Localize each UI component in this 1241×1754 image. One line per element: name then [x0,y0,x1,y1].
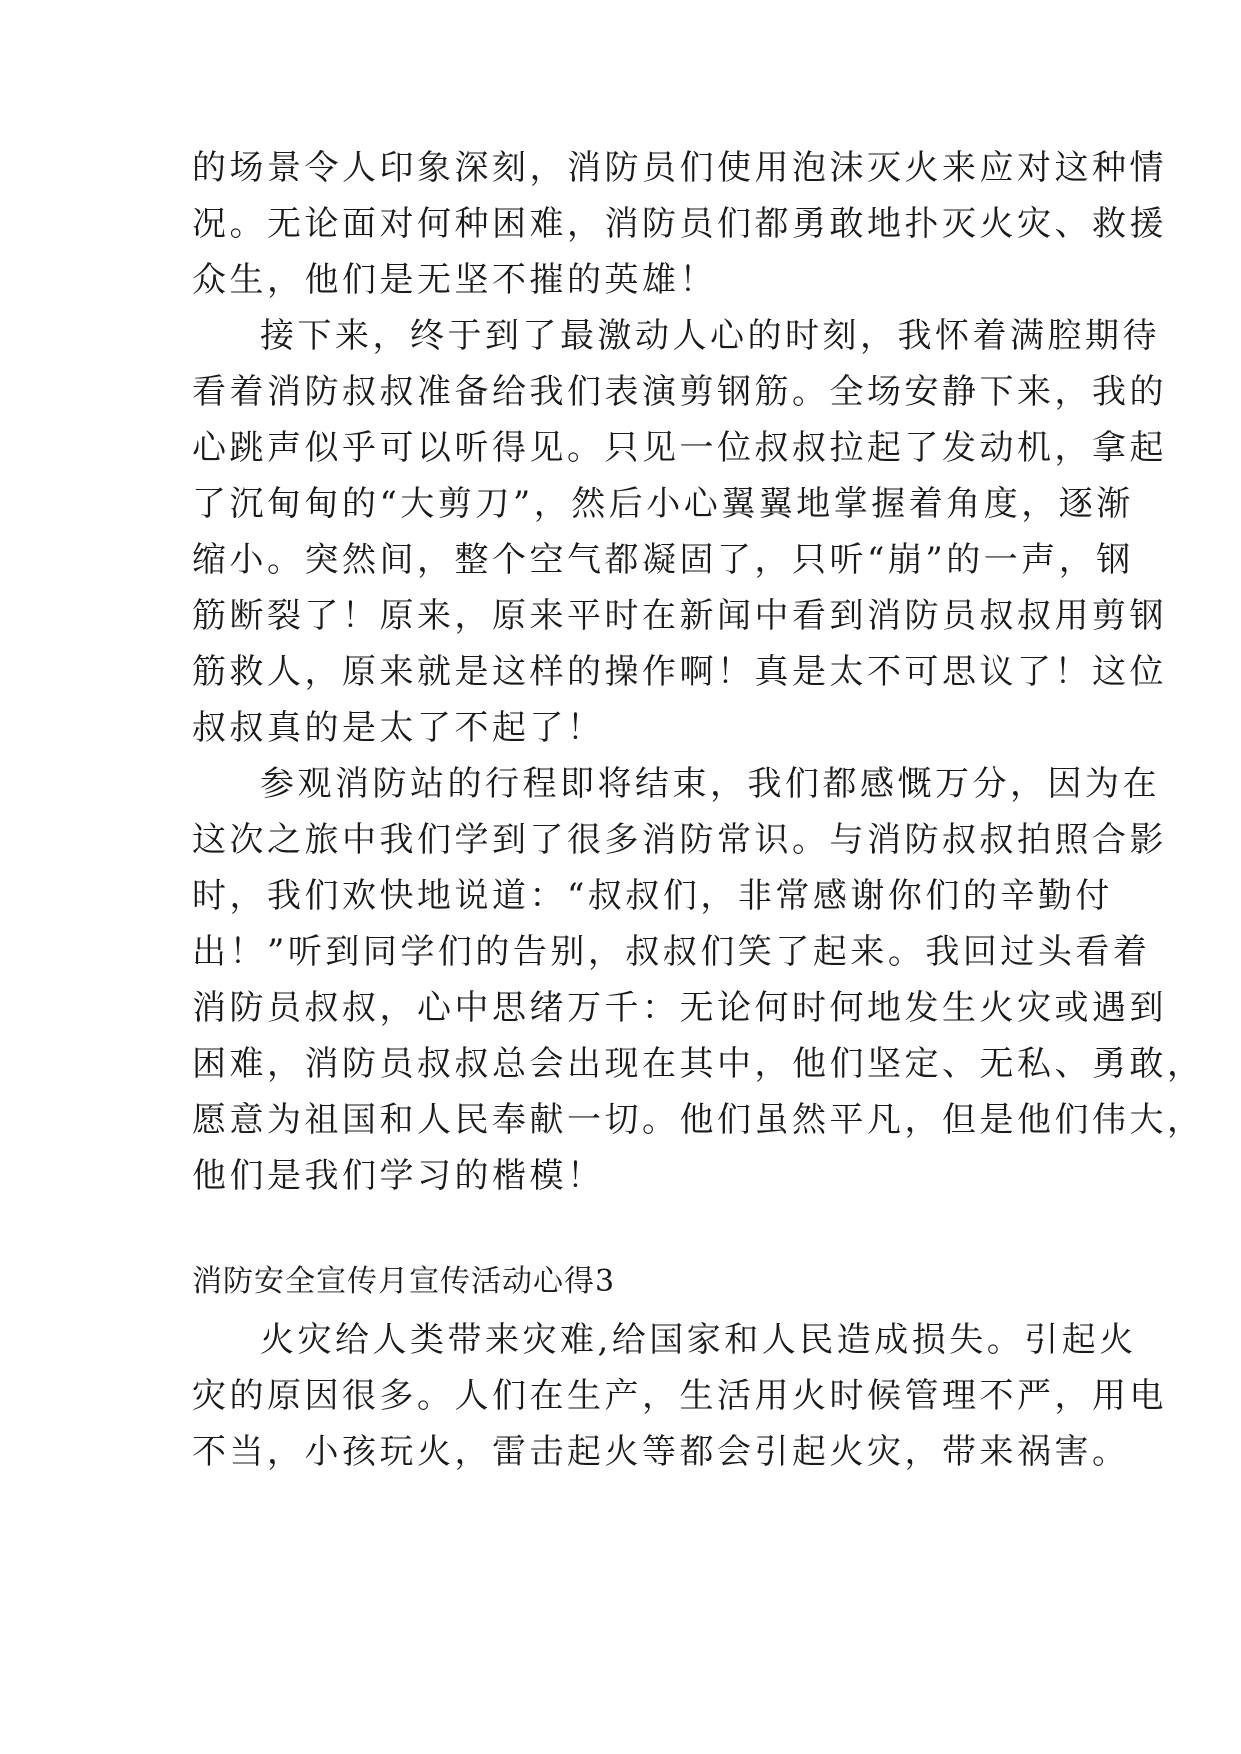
paragraph-1-line-2: 况。无论面对何种困难，消防员们都勇敢地扑灭火灾、救援 [192,204,1167,244]
section-paragraph-line-1: 火灾给人类带来灾难,给国家和人民造成损失。引起火 [260,1320,1137,1360]
paragraph-3-line-3: 时，我们欢快地说道：“叔叔们，非常感谢你们的辛勤付 [192,876,1113,916]
paragraph-3-line-8: 他们是我们学习的楷模！ [192,1156,605,1196]
paragraph-1-line-1: 的场景令人印象深刻，消防员们使用泡沫灭火来应对这种情 [192,148,1167,188]
section-title: 消防安全宣传月宣传活动心得3 [192,1264,616,1299]
paragraph-2-line-5: 缩小。突然间，整个空气都凝固了，只听“崩”的一声，钢 [192,540,1134,580]
paragraph-2-line-2: 看着消防叔叔准备给我们表演剪钢筋。全场安静下来，我的 [192,372,1167,412]
section-paragraph-line-2: 灾的原因很多。人们在生产，生活用火时候管理不严，用电 [192,1376,1167,1416]
paragraph-3-line-1: 参观消防站的行程即将结束，我们都感慨万分，因为在 [260,764,1160,804]
paragraph-2-line-6: 筋断裂了！原来，原来平时在新闻中看到消防员叔叔用剪钢 [192,596,1167,636]
paragraph-1-line-3: 众生，他们是无坚不摧的英雄！ [192,260,717,300]
paragraph-3-line-5: 消防员叔叔，心中思绪万千：无论何时何地发生火灾或遇到 [192,988,1167,1028]
paragraph-2-line-7: 筋救人，原来就是这样的操作啊！真是太不可思议了！这位 [192,652,1167,692]
paragraph-3-line-7: 愿意为祖国和人民奉献一切。他们虽然平凡，但是他们伟大， [192,1100,1205,1140]
paragraph-3-line-2: 这次之旅中我们学到了很多消防常识。与消防叔叔拍照合影 [192,820,1167,860]
paragraph-2-line-8: 叔叔真的是太了不起了！ [192,708,605,748]
paragraph-3-line-4: 出！”听到同学们的告别，叔叔们笑了起来。我回过头看着 [192,932,1151,972]
paragraph-3-line-6: 困难，消防员叔叔总会出现在其中，他们坚定、无私、勇敢， [192,1044,1205,1084]
paragraph-2-line-4: 了沉甸甸的“大剪刀”，然后小心翼翼地掌握着角度，逐渐 [192,484,1134,524]
paragraph-2-line-1: 接下来，终于到了最激动人心的时刻，我怀着满腔期待 [260,316,1160,356]
paragraph-2-line-3: 心跳声似乎可以听得见。只见一位叔叔拉起了发动机，拿起 [192,428,1167,468]
section-paragraph-line-3: 不当，小孩玩火，雷击起火等都会引起火灾，带来祸害。 [192,1432,1130,1472]
